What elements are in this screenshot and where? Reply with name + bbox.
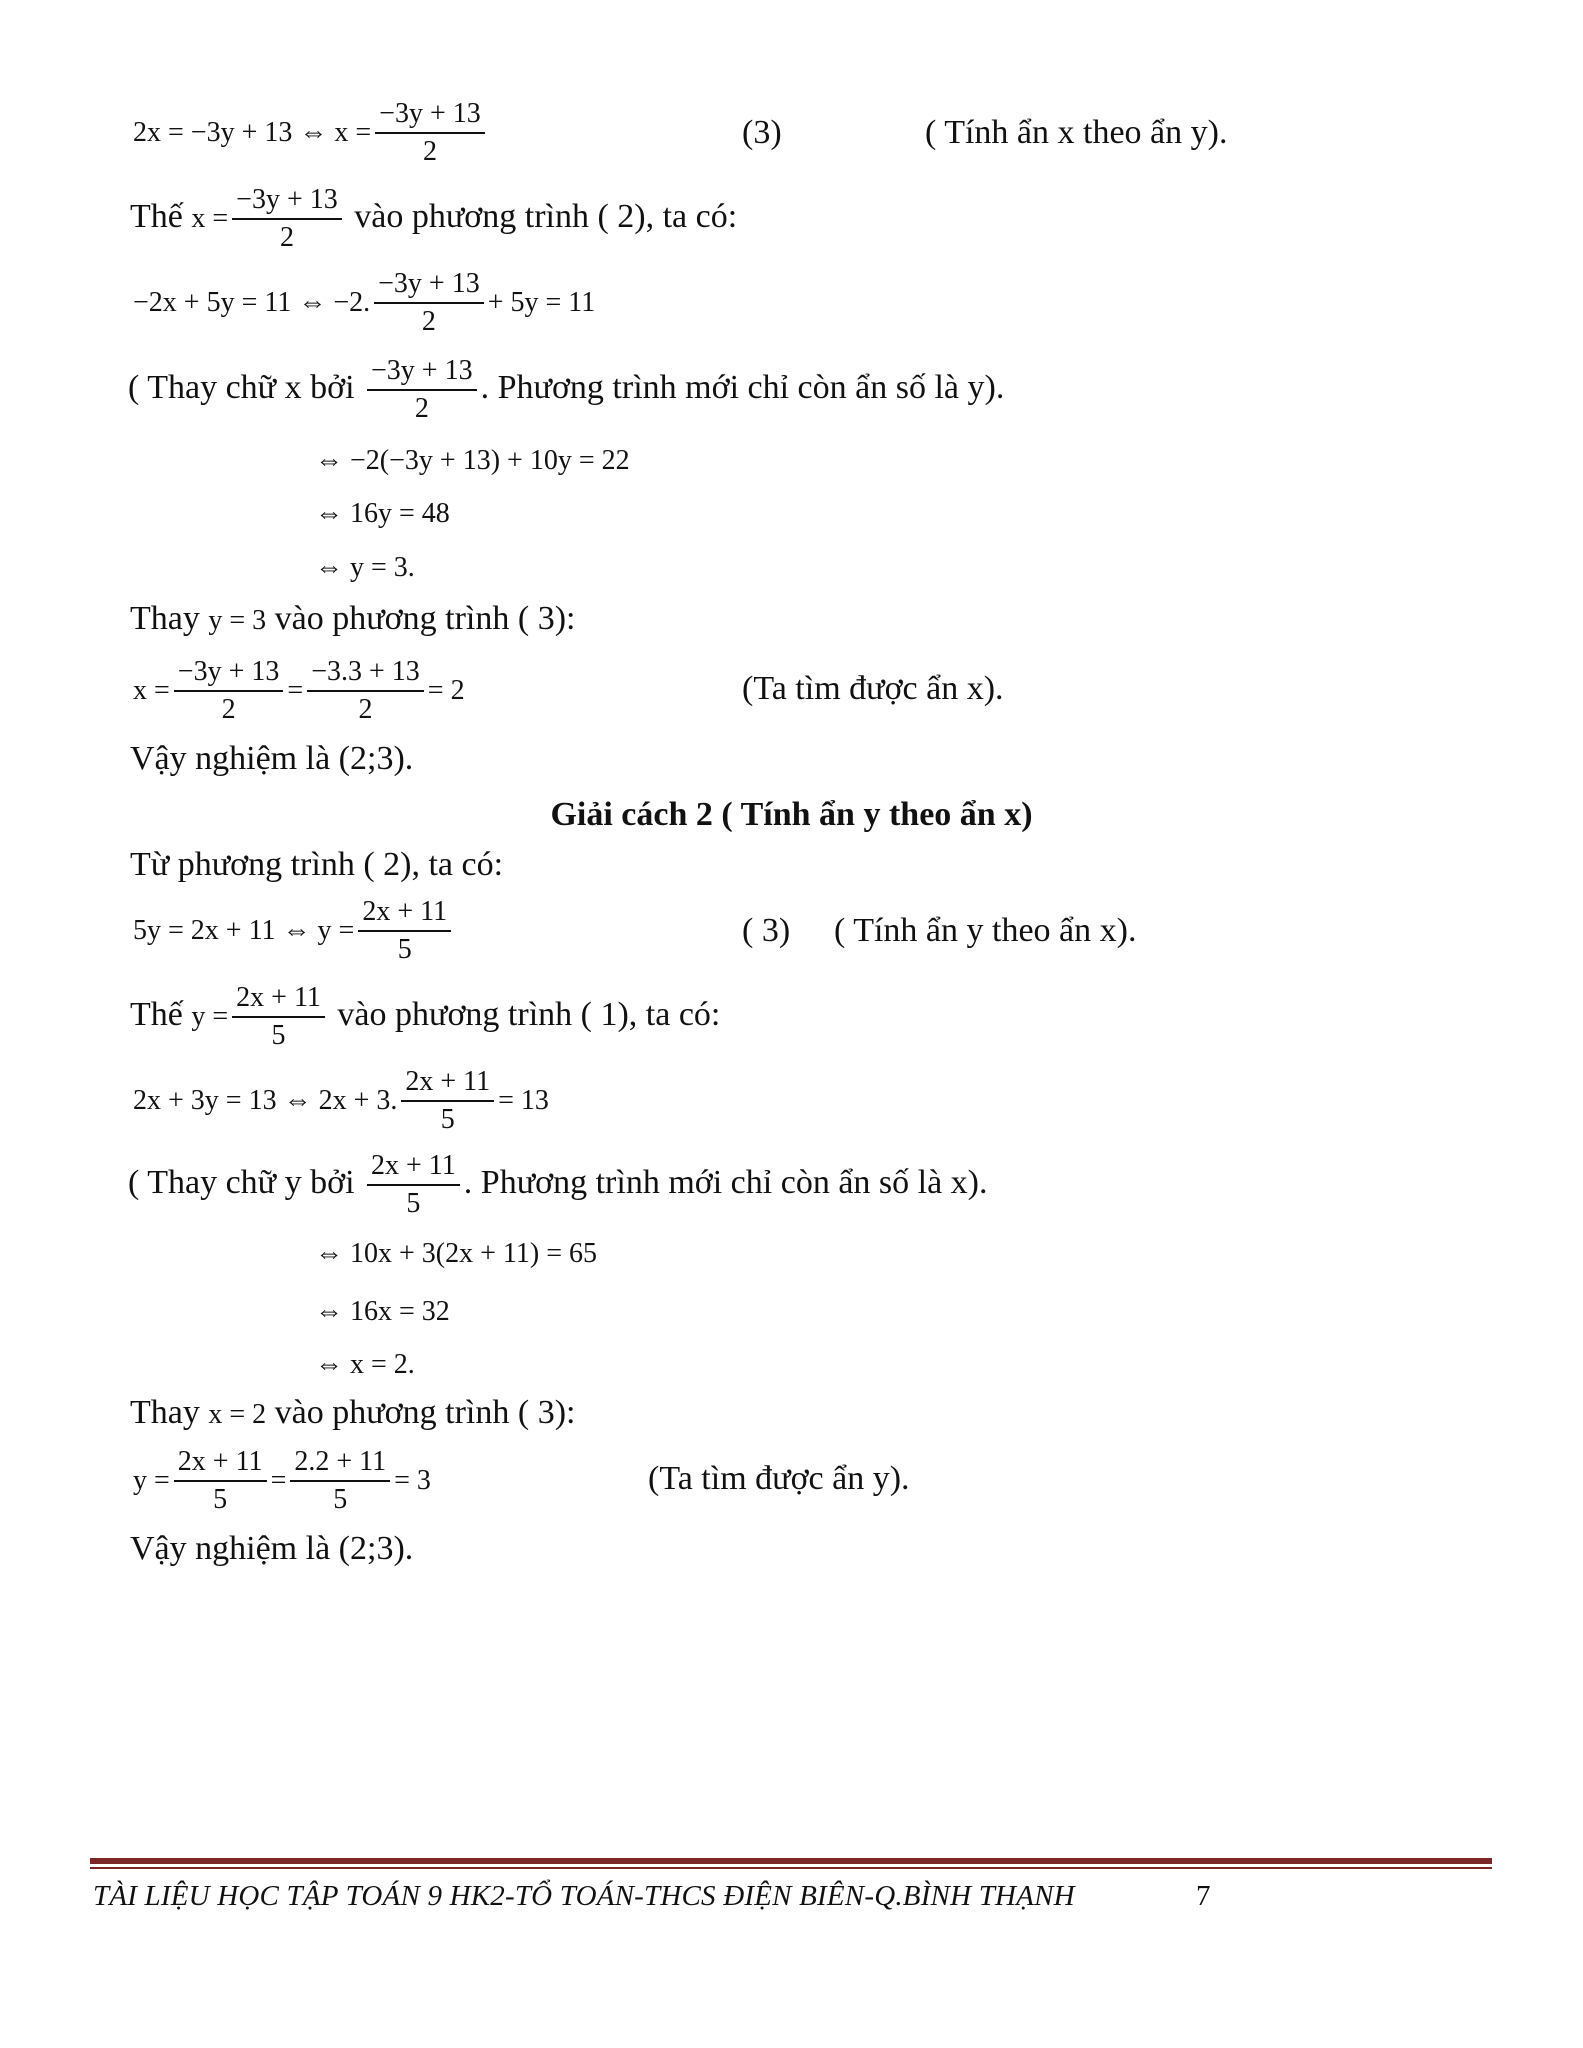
equation-line-12: 5y = 2x + 11 ⇔ y = $\frac{2x + 11}{5}$: [133, 896, 455, 966]
text-line-19: Thay x = 2 vào phương trình ( 3):: [130, 1394, 576, 1431]
fraction: $\frac{2x + 11}{5}$: [232, 982, 325, 1052]
equation-line-6: ⇔ 16y = 48: [315, 498, 450, 529]
equation-line-14: 2x + 3y = 13 ⇔ 2x + 3. $\frac{2x + 11}{5}$ = 13: [133, 1066, 549, 1136]
note: ( Tính ẩn x theo ẩn y).: [925, 114, 1228, 151]
fraction: $\frac{2x + 11}{5}$: [367, 1150, 460, 1220]
fraction: $\frac{2x + 11}{5}$: [401, 1066, 494, 1136]
fraction: $\frac{-3y + 13}{2}$: [232, 184, 342, 254]
equation-line-9: x = $\frac{-3y + 13}{2}$ = $\frac{-3.3 + 13}{2}$ = 2: [133, 656, 465, 726]
fraction: $\frac{2.2 + 11}{5}$: [290, 1446, 390, 1516]
equation-number: (3): [742, 114, 782, 151]
note: ( Tính ẩn y theo ẩn x).: [834, 912, 1137, 949]
equation-line-3: −2x + 5y = 11 ⇔ −2. $\frac{-3y + 13}{2}$ + 5y = 11: [133, 268, 596, 338]
fraction: $\frac{2x + 11}{5}$: [174, 1446, 267, 1516]
note: (Ta tìm được ẩn x).: [742, 670, 1004, 707]
equation-line-1: 2x = −3y + 13 ⇔ x = $\frac{-3y + 13}{2}$: [133, 98, 489, 168]
text-line-21: Vậy nghiệm là (2;3).: [130, 1530, 414, 1567]
equation-line-5: ⇔ −2(−3y + 13) + 10y = 22: [315, 445, 630, 476]
footer-rule: [90, 1858, 1492, 1864]
equation-line-16: ⇔ 10x + 3(2x + 11) = 65: [315, 1238, 597, 1269]
note: (Ta tìm được ẩn y).: [648, 1460, 910, 1497]
text-line-10: Vậy nghiệm là (2;3).: [130, 740, 414, 777]
page-number: 7: [1196, 1880, 1211, 1912]
fraction: $\frac{2x + 11}{5}$: [358, 896, 451, 966]
equation-line-17: ⇔ 16x = 32: [315, 1296, 450, 1327]
fraction: $\frac{-3y + 13}{2}$: [375, 98, 485, 168]
text-line-15: ( Thay chữ y bởi $\frac{2x + 11}{5}$ . Phương trình mới chỉ còn ẩn số là x).: [128, 1150, 988, 1220]
text-line-8: Thay y = 3 vào phương trình ( 3):: [130, 600, 576, 637]
section-heading: Giải cách 2 ( Tính ẩn y theo ẩn x): [550, 796, 1033, 833]
equation-number: ( 3): [742, 912, 791, 949]
equation-line-18: ⇔ x = 2.: [315, 1349, 415, 1380]
text-line-2: Thế x = $\frac{-3y + 13}{2}$ vào phương trình ( 2), ta có:: [130, 184, 738, 254]
footer-rule-thin: [90, 1867, 1492, 1869]
fraction: $\frac{-3y + 13}{2}$: [174, 656, 284, 726]
fraction: $\frac{-3y + 13}{2}$: [374, 268, 484, 338]
footer-text: TÀI LIỆU HỌC TẬP TOÁN 9 HK2-TỔ TOÁN-THCS ĐIỆN BIÊN-Q.BÌNH THẠNH: [93, 1880, 1075, 1912]
fraction: $\frac{-3y + 13}{2}$: [367, 355, 477, 425]
text-line-11: Từ phương trình ( 2), ta có:: [130, 846, 504, 883]
text-line-13: Thế y = $\frac{2x + 11}{5}$ vào phương trình ( 1), ta có:: [130, 982, 721, 1052]
equation-line-20: y = $\frac{2x + 11}{5}$ = $\frac{2.2 + 11}{5}$ = 3: [133, 1446, 431, 1516]
text-line-4: ( Thay chữ x bởi $\frac{-3y + 13}{2}$ . Phương trình mới chỉ còn ẩn số là y).: [128, 355, 1005, 425]
fraction: $\frac{-3.3 + 13}{2}$: [307, 656, 424, 726]
equation-line-7: ⇔ y = 3.: [315, 552, 415, 583]
